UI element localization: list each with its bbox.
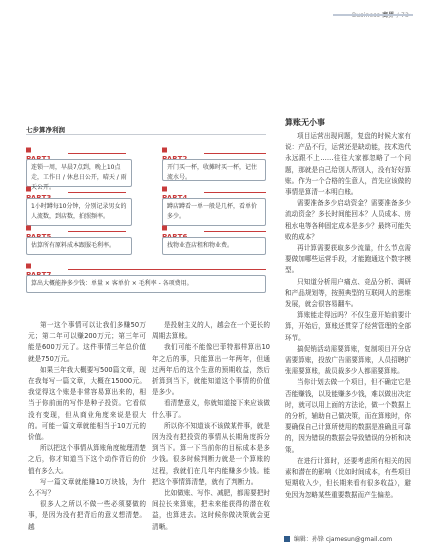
paragraph: 当你计划去做一个项目，但不确定它是否能赚钱，以及能赚多少钱，难以做出决定时，就可以用上面的方法论，做一个数据上的分析，辅助自己做决策，而在算账时，你要确保自己计算所使用的数据是准确且可靠的，因为错误的数据会导致错误的分析和决策。 xyxy=(285,378,411,454)
paragraph: 在进行计算时，还要考虑所有相关的因素和潜在的影响（比如时间成本，有些项目短期收入少，但长期来看有很多收益），避免因为忽略某些重要数据而产生偏差。 xyxy=(285,456,411,499)
part-rule xyxy=(204,192,266,193)
part-label xyxy=(162,147,188,159)
square-icon xyxy=(26,264,31,269)
paragraph: 所以你不知道该不该做某件事，就是因为没有把投资的事情从长期角度拆分到当下。算一下当前你的目标成本是多少钱。很多时候判断力就是一个算账的过程，我就们在几年内能赚多少钱。能把这个事情算清楚，就有了判断力。 xyxy=(152,421,270,486)
paragraph: 算账能走得远吗？不仅生意开始前要计算，开始后，算账还贯穿了经营管理的全部环节。 xyxy=(285,311,411,342)
guide-title: 七步算净利润 xyxy=(26,126,65,134)
part-text: 连锁一周，早晨7点到，晚上10点走，工作日 / 休息日公开，晴天 / 雨天公开。 xyxy=(26,159,132,187)
paragraph: 写一篇文章就能赚10万块钱，为什么不写？ xyxy=(28,477,146,498)
paragraph: 如果三年我大概要写500篇文章，现在我每写一篇文章，大概在15000元。我觉得这个账是非常容易算出来的，相当于你前面的写作是种子投资。它看似没有变现，但从商业角度来说是很大的。可能一篇文章就能相当于10万元的价值。 xyxy=(28,365,146,442)
paragraph: 项目运营出现问题，复盘的时候大家有说：产品不行，运营还是缺动能，技术迭代永远跟不上……往往大家都忽略了一个问题，那就是自己给别人帮别人，没有好好算账。作为一个合格的生意人，首先应该做的事情是算清一本明白账。 xyxy=(285,132,411,197)
editor-email[interactable]: cjamesun@gmail.com xyxy=(325,536,393,543)
part-text: 1小时蹲每10分钟，分别记录男女的人流数，到店数，拍照频率。 xyxy=(26,198,132,226)
header-rule xyxy=(333,14,413,16)
part-rule xyxy=(68,153,126,154)
part-label xyxy=(162,186,188,198)
part-label xyxy=(162,225,188,237)
paragraph: 所以把这个事情从算账角度梳理清楚之后，你才知道当下这个动作背后的价值有多么大。 xyxy=(28,444,146,475)
paragraph: 比如做账、写作、减肥，都需要把时间拉长来算账，把未来能获得的潜在收益，也算进去。这时候你做决策就会更清晰。 xyxy=(152,489,270,531)
part-text: 算出大概能挣多少钱：单量 × 客单价 × 毛利率 - 各项费用。 xyxy=(26,275,266,293)
part-rule xyxy=(204,153,266,154)
part-rule xyxy=(204,231,266,232)
part-label xyxy=(26,147,52,159)
guide-panel xyxy=(26,125,266,134)
paragraph: 很多人之所以不做一些必须要做的事，是因为没有把背后的意义想清楚。越 xyxy=(28,500,146,531)
paragraph: 需要准备多少启动资金？需要准备多少流动资金？多长时间能回本？人员成本、房租水电等各种固定成本是多少？最终可能失败的成本？ xyxy=(285,199,411,241)
part-rule xyxy=(68,269,266,270)
part-label xyxy=(26,186,52,198)
article-column-1 xyxy=(28,320,146,533)
paragraph: 是投射主义的人，越会在一个更长的周期去算账。 xyxy=(152,321,270,341)
part-text: 找物业查店租和物业费。 xyxy=(162,237,266,255)
part-text: 蹲店蹲看一单一般是几杯，看单价多少。 xyxy=(162,198,266,226)
section-heading: 算账无小事 xyxy=(285,118,325,127)
square-icon xyxy=(284,536,290,542)
part-rule xyxy=(68,192,126,193)
square-icon xyxy=(162,187,167,192)
paragraph: 我们可能不能像巴菲特那样算出10年之后的事，只能算出一年两年，但通过两年后的这个生意的预期收益，然后折算到当下，就能知道这个事情的价值是多少。 xyxy=(152,343,270,397)
part-text: 开门买一杯，收摊时买一杯，记住流水号。 xyxy=(162,159,266,181)
part-label xyxy=(26,225,52,237)
square-icon xyxy=(26,148,31,153)
article-column-3 xyxy=(285,131,411,501)
square-icon xyxy=(162,148,167,153)
paragraph: 再计算需要获取多少流量，什么节点需要做加哪些运营手段，才能跑通这个数字模型。 xyxy=(285,244,411,275)
part-rule xyxy=(68,231,126,232)
paragraph: 看清楚意义，你就知道接下来应该做什么事了。 xyxy=(152,399,270,419)
part-label xyxy=(26,263,52,275)
article-column-2 xyxy=(152,320,270,533)
paragraph: 只知道分析用户痛点、竞品分析、调研和产品规划等，按照典型的互联网人的思维发展，就会很容易翻车。 xyxy=(285,277,411,309)
paragraph: 第一这个事情可以让我们多赚50万元；第二年可以赚200万元；第三年可能是600万元了。这件事情三年总价值就是750万元。 xyxy=(28,321,146,363)
paragraph: 搞促销活动需要算账，复制项目开分店需要算账，投放广告需要算账，人员招聘扩张需要算账，裁员裁多少人都需要算账。 xyxy=(285,344,411,376)
page-header xyxy=(0,0,427,26)
square-icon xyxy=(26,187,31,192)
guide-rule xyxy=(26,134,266,135)
part-text: 估算所有原料成本跟服毛利率。 xyxy=(26,237,132,255)
editor-label: 编辑：孙锋 xyxy=(293,536,324,543)
square-icon xyxy=(162,226,167,231)
editor-footer xyxy=(284,534,412,543)
square-icon xyxy=(26,226,31,231)
